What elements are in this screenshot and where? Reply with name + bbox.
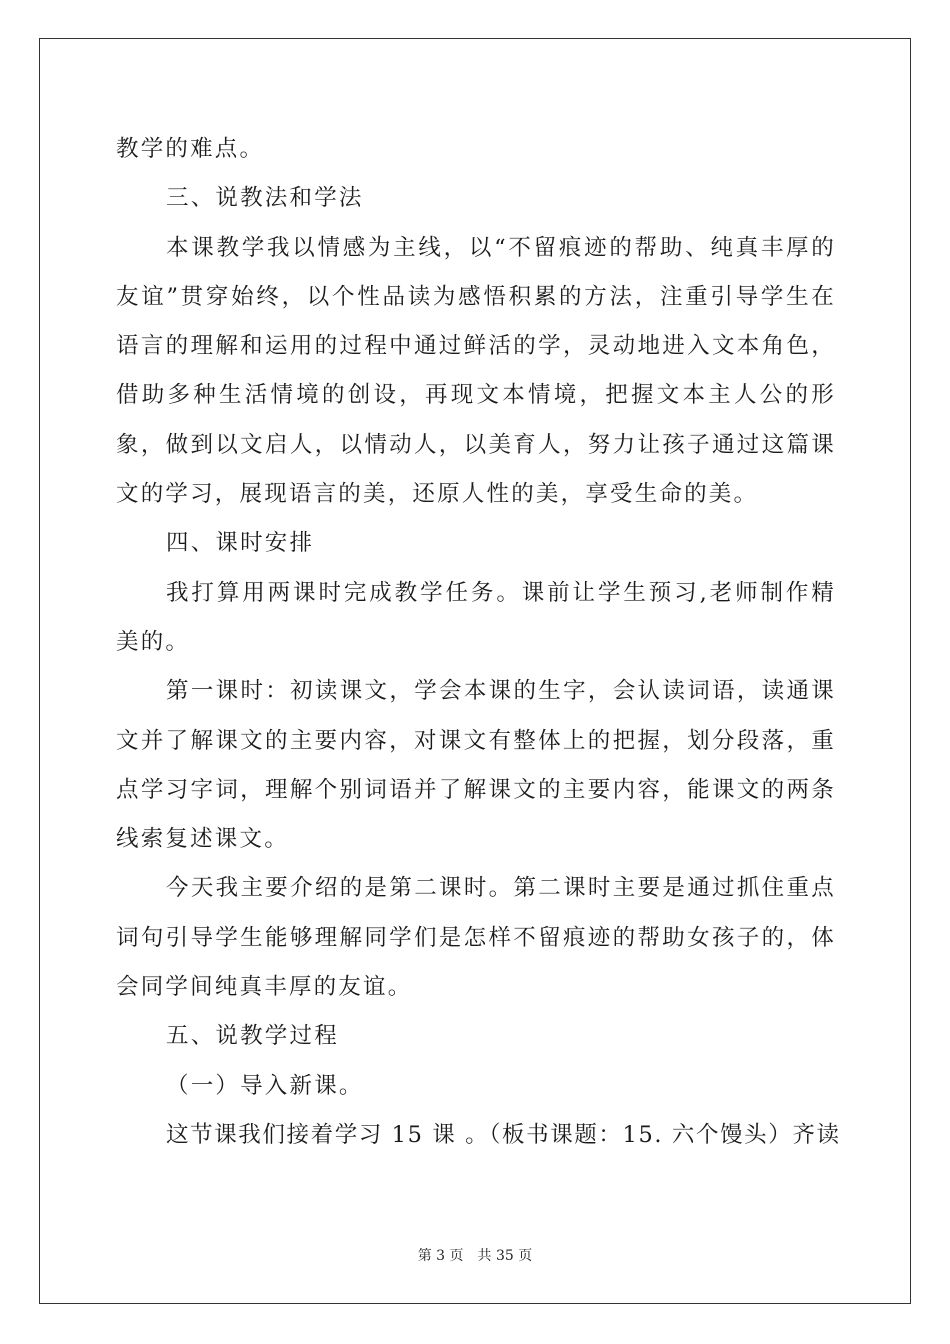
- page-number: 第 3 页: [417, 1248, 464, 1264]
- paragraph-schedule: 我打算用两课时完成教学任务。课前让学生预习,老师制作精美的。: [116, 579, 836, 655]
- paragraph-intro: 这节课我们接着学习 15 课 。（板书课题：15. 六个馒头）齐读: [166, 1121, 841, 1148]
- document-body: [116, 125, 841, 1160]
- section-heading-4: 四、课时安排: [166, 530, 315, 557]
- section-heading-3: 三、说教法和学法: [166, 185, 364, 212]
- paragraph-second-lesson: 今天我主要介绍的是第二课时。第二课时主要是通过抓住重点词句引导学生能够理解同学们是怎样不留痕迹的帮助女孩子的，体会同学间纯真丰厚的友谊。: [116, 875, 836, 1001]
- paragraph-first-lesson: 第一课时：初读课文，学会本课的生字，会认读词语，读通课文并了解课文的主要内容，对课文有整体上的把握，划分段落，重点学习字词，理解个别词语并了解课文的主要内容，能课文的两条线索复述课文。: [116, 678, 836, 853]
- subsection-heading-1: （一）导入新课。: [166, 1072, 364, 1099]
- page-total: 共 35 页: [477, 1248, 533, 1264]
- paragraph-teaching-method: 本课教学我以情感为主线，以“不留痕迹的帮助、纯真丰厚的友谊”贯穿始终，以个性品读为感悟积累的方法，注重引导学生在语言的理解和运用的过程中通过鲜活的学，灵动地进入文本角色，借助多种生活情境的创设，再现文本情境，把握文本主人公的形象，做到以文启人，以情动人，以美育人，努力让孩子通过这篇课文的学习，展现语言的美，还原人性的美，享受生命的美。: [116, 234, 836, 508]
- page-footer: [0, 1246, 950, 1266]
- paragraph-1: 教学的难点。: [116, 136, 265, 162]
- section-heading-5: 五、说教学过程: [166, 1023, 339, 1050]
